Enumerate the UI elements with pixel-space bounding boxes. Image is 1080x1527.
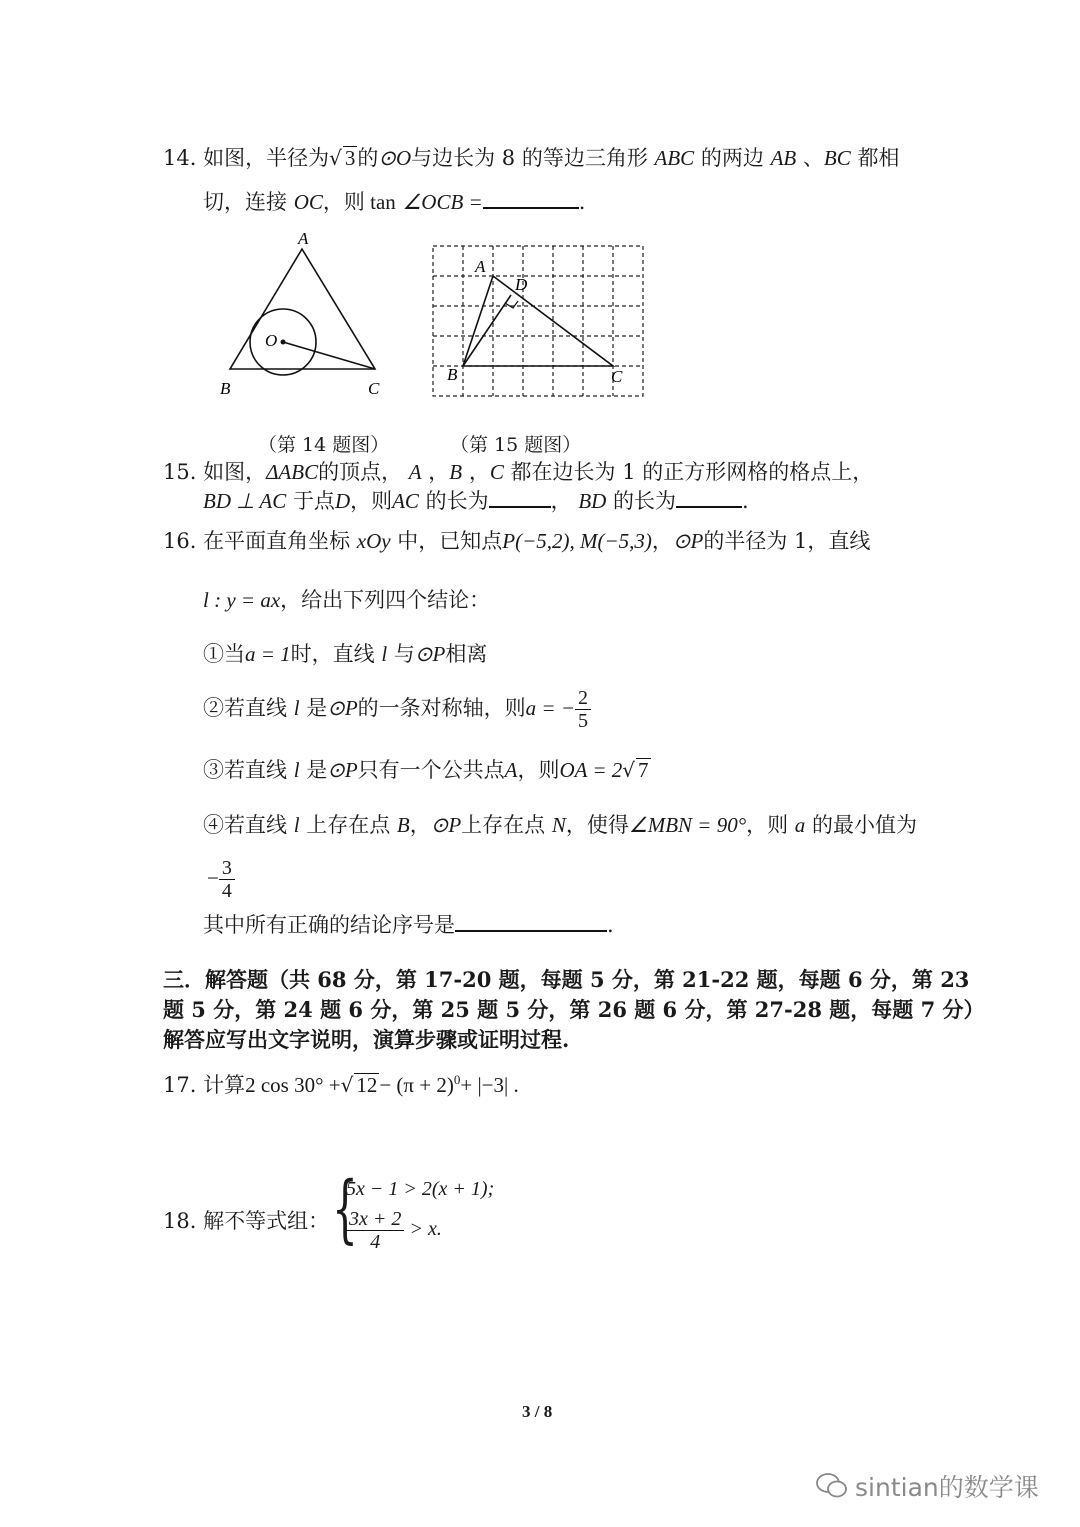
q16-l: l	[293, 758, 300, 782]
q15-ac: AC	[392, 489, 419, 513]
q14-ab: AB	[770, 146, 797, 170]
q16-eq: OA = 2	[559, 758, 623, 782]
point-o	[281, 340, 286, 345]
page-number: 3 / 8	[522, 1402, 553, 1421]
q15-text: 都在边长为 1 的正方形网格的格点上，	[510, 460, 874, 484]
q18-frac-den: 4	[370, 1231, 381, 1253]
q14-angle: ∠OCB =	[402, 190, 483, 214]
q16-circle-p: ⊙P	[672, 529, 704, 553]
q18-frac-num: 3x + 2	[346, 1208, 404, 1231]
q15-perp: BD ⊥ AC	[203, 489, 287, 513]
q17-number: 17.	[163, 1073, 197, 1097]
q16-a: a	[794, 813, 806, 837]
q16-circle-p: ⊙P	[430, 813, 462, 837]
q16-final	[203, 911, 614, 939]
q18-inequality-1: 5x − 1 > 2(x + 1);	[346, 1178, 495, 1200]
q15-comma: ，	[428, 460, 450, 484]
q16-text: 中，已知点	[397, 529, 503, 553]
q14-text: 的两边	[700, 146, 764, 170]
q16-text: ，则	[746, 813, 789, 837]
q14-text: ，则 tan	[322, 190, 396, 214]
q16-text: 是	[306, 758, 328, 782]
q16-circle-p: ⊙P	[327, 696, 358, 720]
caption-fig15: （第 15 题图）	[450, 434, 582, 456]
q14-line2	[203, 188, 585, 216]
q17-radicand: 12	[356, 1073, 378, 1097]
label-c: C	[368, 379, 380, 398]
q17	[163, 1066, 519, 1099]
q16-radicand: 7	[638, 758, 649, 782]
q16-answer-blank[interactable]	[455, 930, 607, 932]
q17-exponent: 0	[453, 1072, 461, 1087]
q15-end: .	[742, 489, 749, 513]
q14-bc: BC	[823, 146, 851, 170]
q16-conclusion-1	[203, 640, 487, 668]
q16-min-value	[207, 857, 235, 902]
q14-sep: 、	[802, 146, 824, 170]
q15-number: 15.	[163, 460, 197, 484]
q15-a: A	[408, 460, 422, 484]
q16-text: 只有一个公共点	[357, 758, 505, 782]
q18-label	[163, 1207, 329, 1235]
q16-fraction-min	[219, 857, 235, 902]
q17-expr: − (π + 2)	[379, 1073, 454, 1097]
q16-l: l	[381, 642, 388, 666]
q18-inequality-2	[346, 1208, 442, 1253]
q16-frac-den: 4	[221, 880, 232, 902]
q18-text: 解不等式组：	[203, 1209, 330, 1233]
sqrt-sign-icon: √	[329, 146, 342, 170]
q18-rest: > x.	[409, 1218, 442, 1240]
q15-text: ，	[550, 489, 572, 513]
q17-expr: + |−3| .	[460, 1073, 519, 1097]
q18-fraction	[346, 1208, 404, 1253]
q16-circle-p: ⊙P	[327, 758, 358, 782]
q16-text: ，	[409, 813, 431, 837]
q14-text: 都相	[857, 146, 900, 170]
q16-text: ，使得	[565, 813, 629, 837]
q15-text: 于点	[292, 489, 335, 513]
q16-point-n: N	[551, 813, 566, 837]
watermark	[815, 1468, 1039, 1504]
q16-end: .	[607, 913, 614, 937]
label-a: A	[298, 229, 309, 248]
q16-text: 是	[306, 696, 328, 720]
q16-text: 上存在点	[306, 813, 391, 837]
q15-b: B	[449, 460, 463, 484]
q16-conclusion-4	[203, 811, 917, 839]
q14-text: 如图，半径为	[203, 146, 330, 170]
q15-answer-blank-ac[interactable]	[489, 506, 551, 508]
figure-15	[425, 238, 650, 403]
label-b: B	[220, 379, 231, 398]
q14-end: .	[578, 190, 586, 214]
q16-text: 时，直线	[290, 642, 375, 666]
q16-eq: a = −	[525, 696, 575, 720]
q16-eq: a = 1	[245, 642, 291, 666]
q16-text: ，给出下列四个结论：	[280, 588, 491, 612]
q16-xoy: xOy	[356, 529, 391, 553]
label-a: A	[475, 257, 486, 276]
sqrt-sign-icon: √	[622, 758, 636, 782]
q15-text: 的顶点，	[318, 460, 403, 484]
q16-line1	[163, 527, 870, 555]
q16-conclusion-3	[203, 756, 651, 784]
q14-number: 14.	[163, 146, 197, 170]
q16-fraction	[575, 687, 591, 732]
q16-text: ①当	[203, 642, 245, 666]
q16-text: ④若直线	[203, 813, 287, 837]
q16-text: 的一条对称轴，则	[357, 696, 526, 720]
q16-text: 在平面直角坐标	[203, 529, 351, 553]
q15-bd: BD	[578, 489, 607, 513]
q17-expr: 2 cos 30° +	[245, 1073, 341, 1097]
caption-fig14: （第 14 题图）	[258, 434, 390, 456]
label-d: D	[515, 275, 528, 294]
q16-text: 上存在点	[461, 813, 546, 837]
q14-oc: OC	[293, 190, 323, 214]
section3-line2: 题 5 分，第 24 题 6 分，第 25 题 5 分，第 26 题 6 分，第 27-28 题，每题 7 分）	[163, 997, 985, 1022]
q15-text: ，则	[350, 489, 393, 513]
q18-number: 18.	[163, 1209, 197, 1233]
left-brace-icon: {	[332, 1166, 358, 1252]
q16-frac-den: 5	[578, 710, 588, 732]
q16-line2	[203, 586, 490, 614]
section3-line1: 三．解答题（共 68 分，第 17-20 题，每题 5 分，第 21-22 题，每题 6 分，第 23	[163, 967, 970, 992]
q15-line1	[163, 458, 873, 486]
triangle-abc	[463, 276, 613, 366]
section3-line3: 解答应写出文字说明，演算步骤或证明过程.	[163, 1027, 570, 1052]
q16-number: 16.	[163, 529, 197, 553]
q15-comma: ，	[468, 460, 490, 484]
q16-l: l	[293, 696, 300, 720]
q16-text: ②若直线	[203, 696, 287, 720]
q16-frac-num: 2	[575, 687, 591, 710]
q15-d: D	[334, 489, 351, 513]
q15-triangle: ΔABC	[266, 460, 319, 484]
q16-text: ③若直线	[203, 758, 287, 782]
q16-line-eq: l : y = ax	[203, 588, 281, 612]
q15-text: 如图，	[203, 460, 267, 484]
q16-text: ，则	[517, 758, 560, 782]
q16-l: l	[293, 813, 300, 837]
q16-circle-p: ⊙P	[414, 642, 446, 666]
label-o: O	[265, 331, 278, 350]
q14-abc: ABC	[654, 146, 695, 170]
q16-text: 相离	[445, 642, 488, 666]
q15-c: C	[489, 460, 504, 484]
q14-radicand: 3	[344, 146, 356, 170]
label-c: C	[611, 367, 623, 386]
q15-text: 的长为	[613, 489, 677, 513]
q14-text: 切，连接	[203, 190, 287, 214]
q17-text: 计算	[203, 1073, 246, 1097]
q14-line1	[163, 144, 899, 172]
q16-angle: ∠MBN = 90°	[628, 813, 747, 837]
q16-point-b: B	[396, 813, 410, 837]
q16-text: 其中所有正确的结论序号是	[203, 913, 455, 937]
label-b: B	[447, 365, 458, 384]
q16-point-a: A	[504, 758, 518, 782]
q16-points: P(−5,2), M(−5,3)	[502, 529, 652, 553]
q15-text: 的长为	[425, 489, 489, 513]
q16-conclusion-2	[203, 687, 591, 732]
q16-text: 的最小值为	[811, 813, 917, 837]
q14-text: 的	[357, 146, 379, 170]
q16-text: ，	[651, 529, 673, 553]
q14-answer-blank[interactable]	[483, 207, 579, 209]
q16-text: 与	[393, 642, 415, 666]
q15-line2	[203, 487, 749, 515]
q15-answer-blank-bd[interactable]	[676, 506, 742, 508]
sqrt-sign-icon: √	[340, 1073, 354, 1097]
wechat-icon	[815, 1471, 849, 1501]
watermark-text: sintian的数学课	[855, 1473, 1039, 1502]
q16-sign: −	[207, 866, 219, 890]
q16-text: 的半径为 1，直线	[703, 529, 871, 553]
q14-circle-o: ⊙O	[378, 146, 412, 170]
q16-frac-num: 3	[219, 857, 235, 880]
q14-text: 与边长为 8 的等边三角形	[411, 146, 648, 170]
figure-14	[210, 225, 400, 405]
